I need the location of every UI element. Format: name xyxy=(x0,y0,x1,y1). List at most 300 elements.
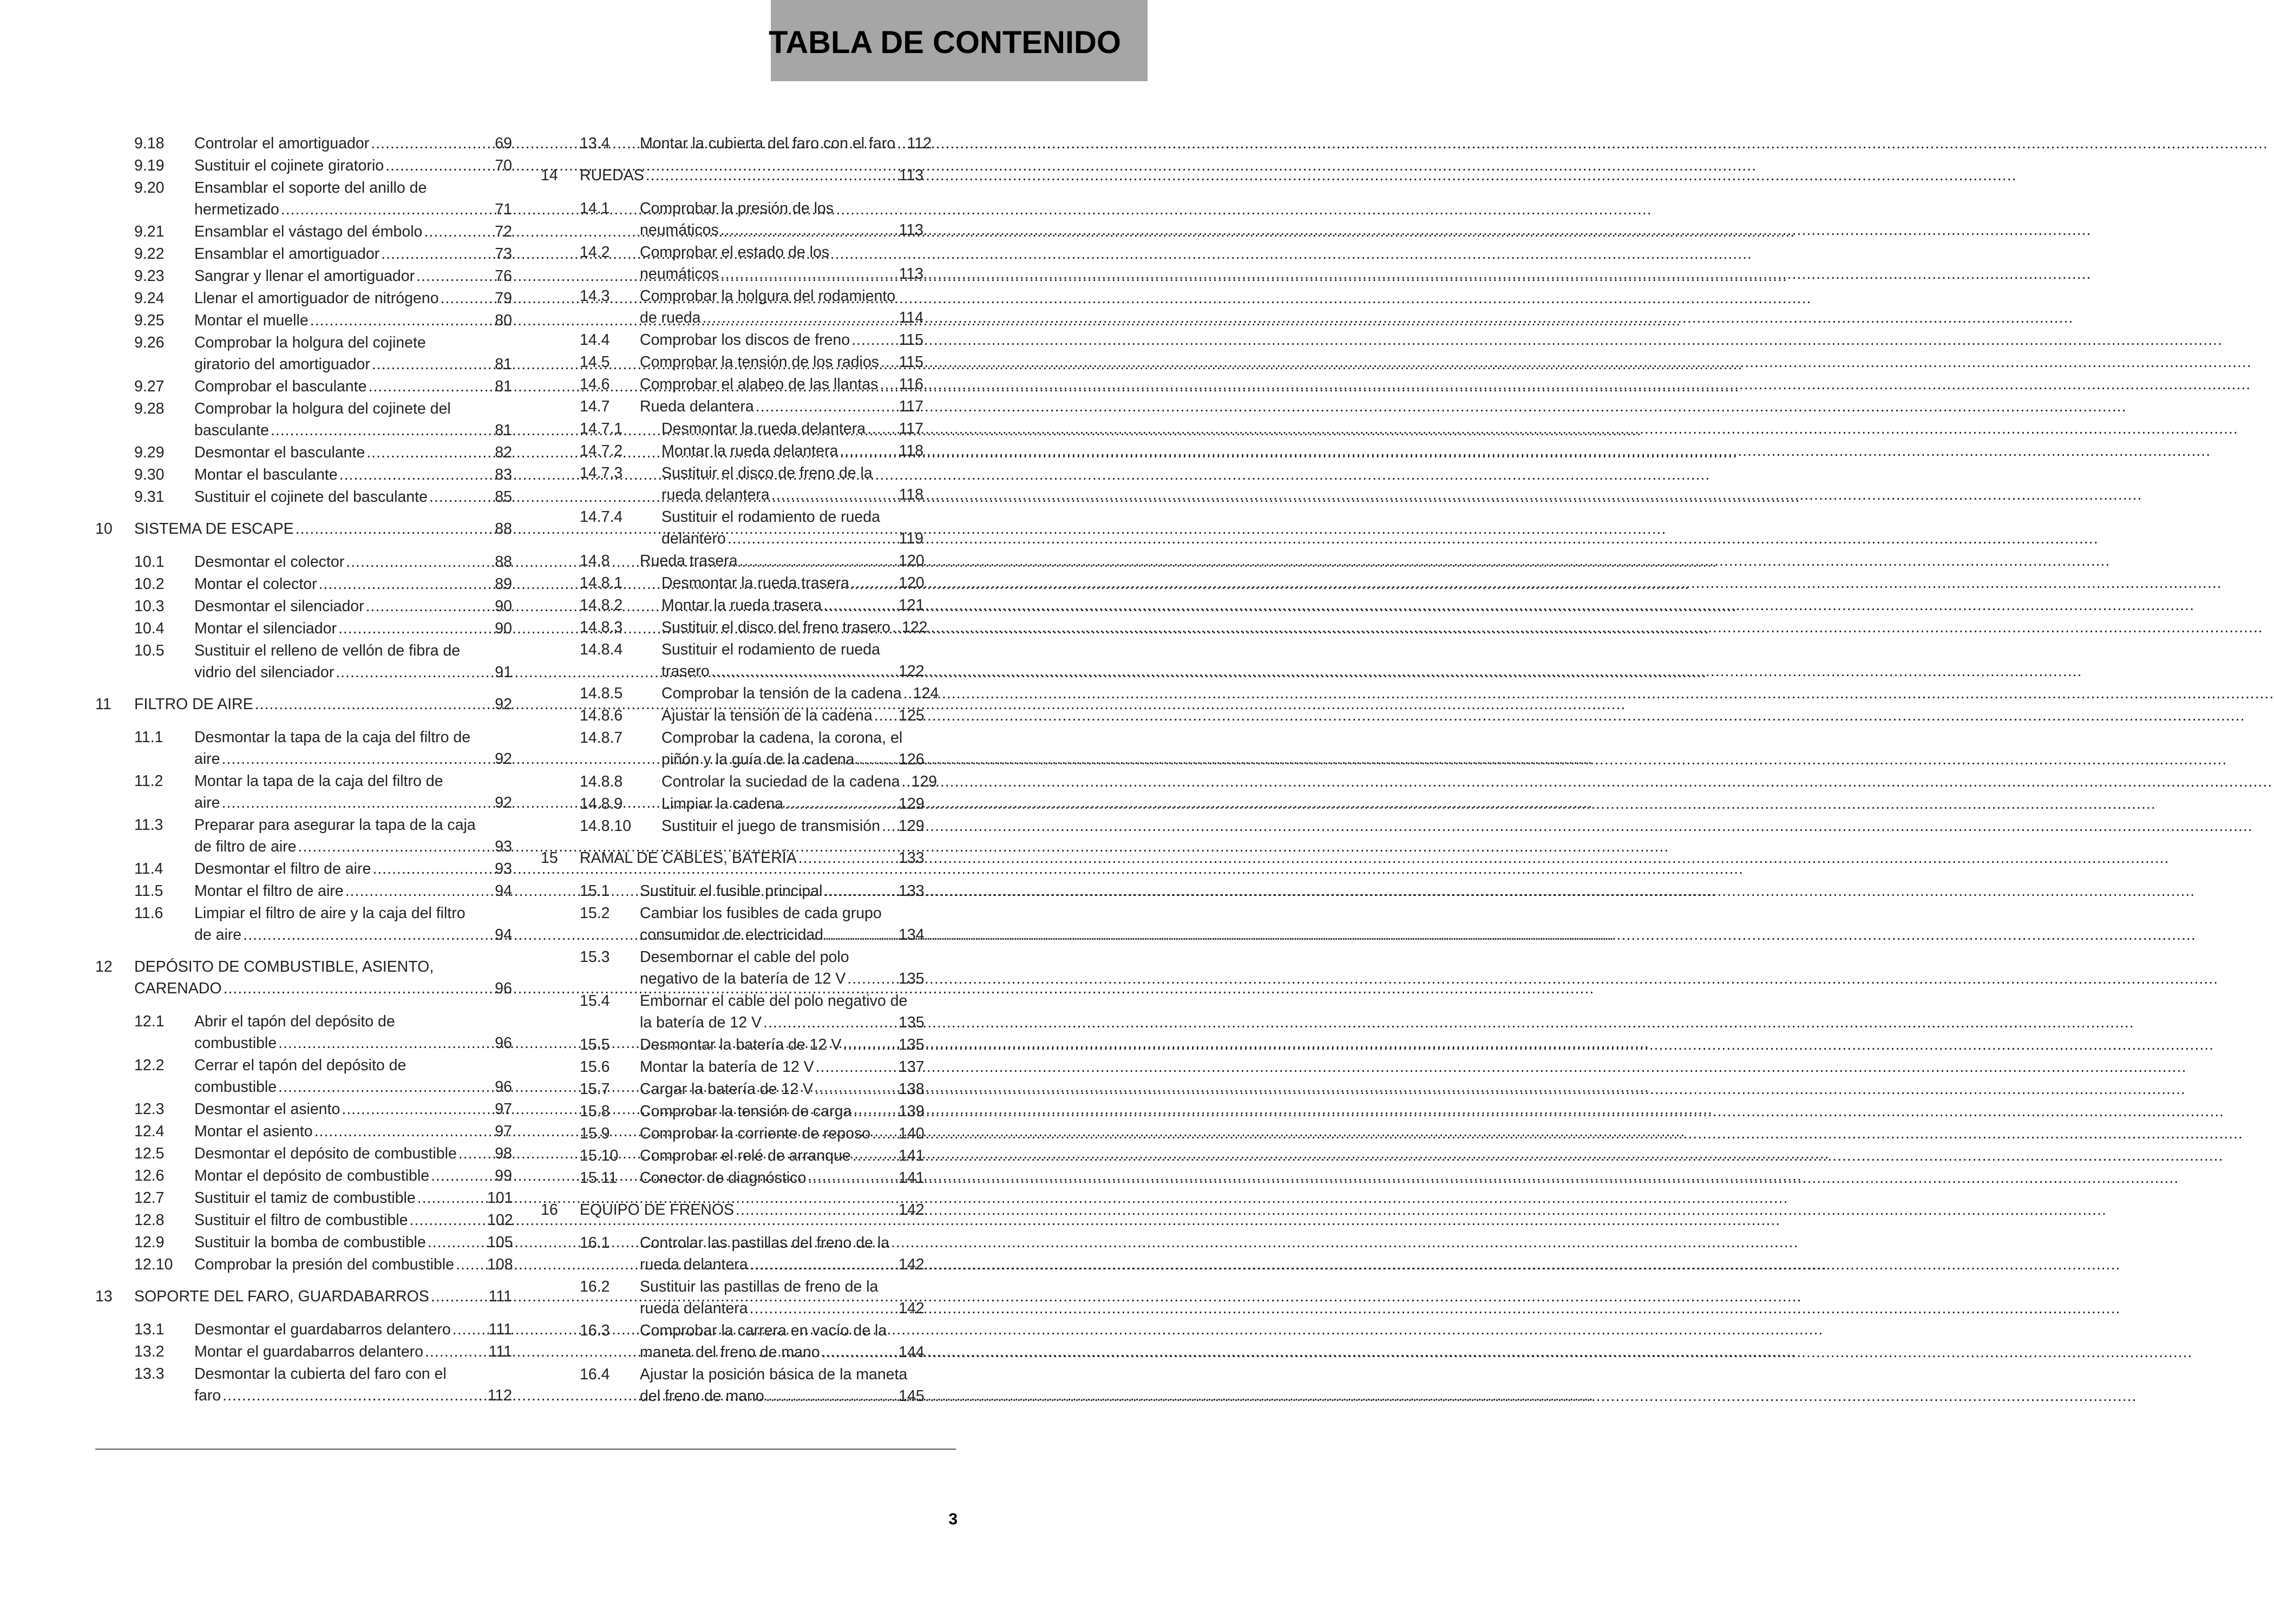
toc-entry-number: 14.8.1 xyxy=(580,574,623,592)
toc-page-number: 96 xyxy=(495,1034,512,1052)
toc-page-number: 115 xyxy=(899,331,923,349)
toc-entry[interactable] xyxy=(95,265,512,287)
dot-leader xyxy=(808,1167,896,1189)
toc-entry[interactable] xyxy=(541,1078,923,1100)
toc-entry-number: 12.4 xyxy=(134,1123,165,1140)
dot-leader xyxy=(409,1209,485,1231)
dot-leader xyxy=(372,353,485,375)
toc-entry-title: vidrio del silenciador xyxy=(194,664,335,681)
toc-entry-title: Cambiar los fusibles de cada grupo xyxy=(640,905,882,922)
toc-entry-title: Limpiar la cadena xyxy=(661,795,783,813)
toc-entry-title: basculante xyxy=(194,422,269,439)
toc-entry[interactable] xyxy=(541,705,923,726)
toc-entry[interactable] xyxy=(541,594,923,616)
toc-entry-number: 11.1 xyxy=(134,729,163,746)
toc-page-number: 129 xyxy=(899,817,925,835)
toc-page-number: 105 xyxy=(487,1234,513,1251)
toc-entry[interactable] xyxy=(541,880,923,902)
toc-chapter[interactable] xyxy=(541,165,923,186)
dot-leader xyxy=(798,847,896,869)
dot-leader xyxy=(843,1034,896,1056)
dot-leader xyxy=(766,1385,896,1407)
toc-entry-title: de rueda xyxy=(640,309,701,326)
toc-entry-number: 9.31 xyxy=(134,488,165,506)
toc-entry[interactable] xyxy=(95,332,512,375)
toc-entry-title: SOPORTE DEL FARO, GUARDABARROS xyxy=(134,1288,429,1305)
toc-entry[interactable] xyxy=(541,1320,923,1363)
toc-page-number: 141 xyxy=(899,1147,925,1164)
toc-entry-number: 15.1 xyxy=(580,882,610,900)
toc-entry-number: 15.5 xyxy=(580,1036,610,1053)
toc-entry-number: 13.4 xyxy=(580,135,610,152)
toc-page-number: 83 xyxy=(495,466,512,483)
toc-entry-title: Comprobar el alabeo de las llantas xyxy=(640,376,879,393)
toc-entry-number: 16.1 xyxy=(580,1234,610,1252)
toc-page-number: 93 xyxy=(495,860,512,878)
dot-leader xyxy=(456,1254,485,1275)
dot-leader xyxy=(750,1298,896,1319)
toc-entry-title: Controlar las pastillas del freno de la xyxy=(640,1234,889,1252)
toc-entry[interactable] xyxy=(95,770,512,814)
toc-entry-title: Montar el filtro de aire xyxy=(194,882,344,900)
dot-leader xyxy=(867,418,896,440)
toc-chapter[interactable] xyxy=(541,847,923,869)
toc-entry-number: 16 xyxy=(541,1201,558,1219)
toc-entry-number: 9.23 xyxy=(134,267,165,285)
dot-leader xyxy=(342,1098,485,1120)
toc-entry-title: Desmontar la rueda trasera xyxy=(661,574,849,592)
toc-entry-number: 14.8.2 xyxy=(580,597,623,614)
dot-leader xyxy=(823,594,896,616)
toc-entry[interactable] xyxy=(95,726,512,770)
toc-page-number: 137 xyxy=(899,1058,925,1076)
toc-page-number: 139 xyxy=(899,1103,925,1120)
dot-leader xyxy=(429,486,485,508)
toc-entry-title: Preparar para asegurar la tapa de la caja xyxy=(194,816,476,834)
dot-leader xyxy=(720,219,896,241)
toc-page-number: 89 xyxy=(495,575,512,593)
toc-entry-title: Ensamblar el amortiguador xyxy=(194,245,380,263)
dot-leader xyxy=(371,133,485,154)
toc-entry[interactable] xyxy=(541,418,923,440)
toc-entry[interactable] xyxy=(95,133,512,154)
toc-entry-title: Comprobar el estado de los xyxy=(640,244,830,261)
dot-leader xyxy=(222,792,485,814)
toc-entry-number: 14.8.3 xyxy=(580,619,623,636)
dot-leader xyxy=(892,617,900,638)
toc-entry-number: 14.6 xyxy=(580,376,610,393)
toc-entry-number: 12.2 xyxy=(134,1057,165,1074)
toc-entry[interactable] xyxy=(541,440,923,462)
toc-page-number: 134 xyxy=(899,926,925,944)
toc-entry-number: 9.30 xyxy=(134,466,165,483)
toc-entry[interactable] xyxy=(95,1098,512,1120)
toc-entry[interactable] xyxy=(541,396,923,417)
toc-entry[interactable] xyxy=(541,1364,923,1407)
dot-leader xyxy=(880,374,896,395)
toc-entry-title: Desmontar el filtro de aire xyxy=(194,860,371,878)
toc-entry[interactable] xyxy=(541,1167,923,1189)
dot-leader xyxy=(458,1143,485,1164)
toc-entry-title: Desmontar el basculante xyxy=(194,444,365,461)
toc-entry[interactable] xyxy=(541,815,923,837)
toc-page-number: 133 xyxy=(899,882,925,900)
toc-page-number: 126 xyxy=(899,751,925,768)
toc-entry[interactable] xyxy=(541,1056,923,1078)
dot-leader xyxy=(756,396,896,417)
toc-entry-title: aire xyxy=(194,750,220,768)
toc-entry[interactable] xyxy=(95,177,512,220)
toc-entry[interactable] xyxy=(541,374,923,395)
dot-leader xyxy=(874,705,896,726)
toc-page-number: 81 xyxy=(495,356,512,373)
toc-entry[interactable] xyxy=(95,1121,512,1142)
toc-entry-title: Montar la rueda trasera xyxy=(661,597,822,614)
toc-entry-title: Comprobar los discos de freno xyxy=(640,331,850,349)
toc-entry[interactable] xyxy=(95,1011,512,1054)
toc-entry-number: 12.1 xyxy=(134,1013,165,1030)
toc-entry[interactable] xyxy=(541,1034,923,1056)
toc-entry[interactable] xyxy=(541,990,923,1033)
toc-page-number: 70 xyxy=(495,157,512,174)
toc-entry[interactable] xyxy=(95,1254,512,1275)
toc-entry-title: Desmontar el depósito de combustible xyxy=(194,1145,457,1162)
toc-entry-title: Desmontar la batería de 12 V xyxy=(640,1036,842,1053)
toc-entry[interactable] xyxy=(95,442,512,463)
toc-entry-number: 12.3 xyxy=(134,1101,165,1118)
toc-entry[interactable] xyxy=(95,221,512,243)
toc-entry-title: Desmontar el colector xyxy=(194,553,345,571)
toc-entry-title: Comprobar el basculante xyxy=(194,378,367,395)
toc-entry-title: Sustituir la bomba de combustible xyxy=(194,1234,426,1251)
toc-entry[interactable] xyxy=(95,1209,512,1231)
toc-entry-title: Comprobar la tensión de los radios xyxy=(640,353,879,371)
toc-entry-title: Sustituir el cojinete giratorio xyxy=(194,157,384,174)
dot-leader xyxy=(222,1385,485,1406)
dot-leader xyxy=(428,1232,485,1253)
toc-page-number: 111 xyxy=(488,1288,512,1305)
toc-entry-title: Embornar el cable del polo negativo de xyxy=(640,992,908,1010)
dot-leader xyxy=(763,1012,896,1033)
toc-page-number: 97 xyxy=(495,1123,512,1140)
toc-entry-title: neumáticos xyxy=(640,265,719,283)
dot-leader xyxy=(720,263,896,285)
toc-entry[interactable] xyxy=(95,1187,512,1209)
toc-entry[interactable] xyxy=(95,486,512,508)
toc-entry[interactable] xyxy=(541,793,923,815)
toc-entry-title: de aire xyxy=(194,926,242,944)
toc-entry-title: Montar el colector xyxy=(194,575,317,593)
toc-entry[interactable] xyxy=(541,902,923,946)
dot-leader xyxy=(368,376,485,397)
dot-leader xyxy=(901,771,909,793)
toc-entry-number: 9.24 xyxy=(134,290,165,307)
toc-entry-number: 9.26 xyxy=(134,334,165,351)
toc-entry[interactable] xyxy=(95,814,512,857)
toc-entry-title: Desmontar la tapa de la caja del filtro de xyxy=(194,729,471,746)
dot-leader xyxy=(224,978,485,999)
toc-page-number: 92 xyxy=(495,794,512,811)
toc-column-left xyxy=(95,133,512,1407)
toc-entry-number: 12.10 xyxy=(134,1256,173,1273)
toc-page-number: 117 xyxy=(899,420,923,437)
dot-leader xyxy=(847,968,896,990)
toc-page-number: 113 xyxy=(899,167,923,184)
dot-leader xyxy=(424,221,485,243)
toc-entry[interactable] xyxy=(541,506,923,549)
toc-page-number: 121 xyxy=(899,597,925,614)
toc-entry-title: Sustituir el relleno de vellón de fibra de xyxy=(194,642,461,659)
dot-leader xyxy=(222,748,485,770)
toc-page-number: 116 xyxy=(899,376,923,393)
toc-entry-number: 14.4 xyxy=(580,331,610,349)
toc-page-number: 114 xyxy=(899,309,923,326)
toc-entry-title: aire xyxy=(194,794,220,811)
dot-leader xyxy=(346,551,485,573)
toc-entry-title: Montar el asiento xyxy=(194,1123,313,1140)
toc-entry-number: 12.7 xyxy=(134,1189,165,1207)
toc-entry-title: Desmontar la rueda delantera xyxy=(661,420,866,437)
toc-chapter[interactable] xyxy=(95,693,512,715)
toc-entry-title: rueda delantera xyxy=(661,486,770,503)
dot-leader xyxy=(815,1078,896,1100)
toc-chapter[interactable] xyxy=(95,956,512,999)
toc-entry-title: SISTEMA DE ESCAPE xyxy=(134,520,294,538)
dot-leader xyxy=(851,329,896,351)
toc-entry-number: 14.7.3 xyxy=(580,464,623,482)
toc-entry[interactable] xyxy=(95,1055,512,1098)
toc-entry-title: Sustituir el filtro de combustible xyxy=(194,1212,408,1229)
page-number: 3 xyxy=(948,1510,958,1528)
toc-entry-title: RAMAL DE CABLES, BATERÍA xyxy=(580,849,797,867)
toc-entry-number: 11.6 xyxy=(134,905,163,922)
toc-entry-title: Conector de diagnóstico xyxy=(640,1169,807,1187)
toc-entry-title: Comprobar la holgura del rodamiento xyxy=(640,287,896,305)
toc-entry[interactable] xyxy=(95,243,512,265)
toc-page-number: 119 xyxy=(899,530,923,547)
toc-entry-number: 11.4 xyxy=(134,860,163,878)
toc-entry[interactable] xyxy=(541,1123,923,1144)
toc-entry[interactable] xyxy=(95,573,512,595)
toc-entry[interactable] xyxy=(95,287,512,309)
toc-page-number: 101 xyxy=(487,1189,513,1207)
toc-entry[interactable] xyxy=(541,241,923,285)
toc-entry-title: negativo de la batería de 12 V xyxy=(640,970,846,987)
dot-leader xyxy=(872,1123,896,1144)
toc-entry-title: Sustituir el tamiz de combustible xyxy=(194,1189,416,1207)
toc-entry[interactable] xyxy=(95,398,512,441)
toc-entry-number: 10.3 xyxy=(134,598,165,615)
toc-entry-title: Ensamblar el soporte del anillo de xyxy=(194,179,427,197)
toc-entry-title: Comprobar la tensión de la cadena xyxy=(661,685,902,702)
toc-entry-title: faro xyxy=(194,1387,221,1404)
toc-entry[interactable] xyxy=(541,1101,923,1122)
toc-entry[interactable] xyxy=(541,133,932,154)
toc-entry-number: 14.2 xyxy=(580,244,610,261)
toc-entry[interactable] xyxy=(541,351,923,373)
toc-entry-title: Sustituir las pastillas de freno de la xyxy=(640,1278,879,1295)
toc-page-number: 93 xyxy=(495,838,512,855)
toc-entry-title: Montar el muelle xyxy=(194,312,309,329)
toc-entry[interactable] xyxy=(95,858,512,880)
toc-entry[interactable] xyxy=(541,462,923,506)
toc-entry[interactable] xyxy=(95,464,512,486)
toc-page-number: 140 xyxy=(899,1125,925,1142)
toc-entry-title: Comprobar la cadena, la corona, el xyxy=(661,729,903,746)
toc-entry-title: trasero xyxy=(661,663,710,680)
dot-leader xyxy=(736,1199,896,1221)
toc-page-number: 112 xyxy=(907,135,932,152)
toc-entry-number: 15.3 xyxy=(580,948,610,966)
toc-entry[interactable] xyxy=(95,1143,512,1164)
toc-entry[interactable] xyxy=(541,639,923,682)
toc-page-number: 120 xyxy=(899,574,925,592)
toc-entry[interactable] xyxy=(95,640,512,683)
toc-entry-number: 9.21 xyxy=(134,223,165,240)
toc-entry-number: 14.7.4 xyxy=(580,508,623,526)
toc-entry-number: 11.2 xyxy=(134,772,163,790)
toc-entry[interactable] xyxy=(95,618,512,639)
toc-entry[interactable] xyxy=(541,1276,923,1319)
dot-leader xyxy=(425,1341,485,1363)
toc-entry[interactable] xyxy=(95,1319,512,1340)
toc-page-number: 113 xyxy=(899,221,923,239)
toc-entry[interactable] xyxy=(95,1232,512,1253)
toc-entry[interactable] xyxy=(95,595,512,617)
toc-entry-number: 15.10 xyxy=(580,1147,619,1164)
toc-entry-title: Desmontar la cubierta del faro con el xyxy=(194,1365,447,1383)
toc-entry-number: 14.8.5 xyxy=(580,685,623,702)
toc-entry[interactable] xyxy=(541,198,923,241)
toc-page-number: 82 xyxy=(495,444,512,461)
toc-entry-title: Montar el guardabarros delantero xyxy=(194,1343,424,1360)
toc-entry-number: 16.3 xyxy=(580,1322,610,1339)
toc-entry-title: Limpiar el filtro de aire y la caja del filtro xyxy=(194,905,466,922)
toc-entry[interactable] xyxy=(541,1232,923,1275)
toc-entry-title: Desmontar el guardabarros delantero xyxy=(194,1321,451,1338)
toc-page-number: 79 xyxy=(495,290,512,307)
toc-entry[interactable] xyxy=(95,902,512,946)
toc-chapter[interactable] xyxy=(541,1199,923,1221)
toc-entry-title: piñón y la guía de la cadena xyxy=(661,751,855,768)
toc-entry-title: giratorio del amortiguador xyxy=(194,356,370,373)
dot-leader xyxy=(903,683,911,704)
toc-entry-title: combustible xyxy=(194,1078,277,1096)
toc-page-number: 142 xyxy=(899,1256,925,1273)
toc-entry-number: 9.27 xyxy=(134,378,165,395)
toc-entry[interactable] xyxy=(541,572,923,594)
toc-entry-title: Sustituir el rodamiento de rueda xyxy=(661,508,880,526)
toc-entry-number: 9.28 xyxy=(134,400,165,417)
toc-entry[interactable] xyxy=(95,376,512,397)
toc-entry-title: Montar la rueda delantera xyxy=(661,442,838,460)
toc-entry-title: RUEDAS xyxy=(580,167,644,184)
toc-entry[interactable] xyxy=(541,727,923,770)
toc-entry-number: 14.7.1 xyxy=(580,420,623,437)
toc-entry-number: 9.19 xyxy=(134,157,165,174)
toc-entry[interactable] xyxy=(541,771,938,793)
toc-entry-title: Ensamblar el vástago del émbolo xyxy=(194,223,423,240)
toc-entry-title: Montar la cubierta del faro con el faro xyxy=(640,135,896,152)
toc-page-number: 92 xyxy=(495,750,512,768)
toc-entry[interactable] xyxy=(95,551,512,573)
toc-entry[interactable] xyxy=(95,1165,512,1187)
toc-entry-title: FILTRO DE AIRE xyxy=(134,696,253,713)
toc-entry-title: rueda delantera xyxy=(640,1256,748,1273)
dot-leader xyxy=(897,133,905,154)
toc-entry-title: Comprobar la presión del combustible xyxy=(194,1256,454,1273)
toc-entry-title: maneta del freno de mano xyxy=(640,1344,820,1361)
toc-page-number: 97 xyxy=(495,1101,512,1118)
toc-entry-title: delantero xyxy=(661,530,726,547)
toc-page-number: 80 xyxy=(495,312,512,329)
toc-entry-number: 14.8.10 xyxy=(580,817,632,835)
toc-page-number: 81 xyxy=(495,422,512,439)
dot-leader xyxy=(417,1187,485,1209)
toc-entry-title: Cargar la batería de 12 V xyxy=(640,1081,814,1098)
toc-entry-number: 16.2 xyxy=(580,1278,610,1295)
toc-chapter[interactable] xyxy=(95,1286,512,1307)
toc-page-number: 112 xyxy=(487,1387,512,1404)
toc-entry-title: EQUIPO DE FRENOS xyxy=(580,1201,735,1219)
dot-leader xyxy=(296,518,485,540)
toc-entry[interactable] xyxy=(95,310,512,331)
toc-page-number: 111 xyxy=(488,1321,512,1338)
toc-page-number: 135 xyxy=(899,1014,925,1031)
toc-entry-number: 13.3 xyxy=(134,1365,165,1383)
toc-page-number: 98 xyxy=(495,1145,512,1162)
toc-chapter[interactable] xyxy=(95,518,512,540)
toc-entry[interactable] xyxy=(541,617,928,638)
toc-entry-number: 14 xyxy=(541,167,558,184)
dot-leader xyxy=(882,815,896,837)
toc-page-number: 96 xyxy=(495,1078,512,1096)
toc-entry-number: 16.4 xyxy=(580,1366,610,1383)
toc-entry-number: 9.22 xyxy=(134,245,165,263)
toc-entry-title: Rueda delantera xyxy=(640,398,754,415)
toc-page-number: 122 xyxy=(899,663,925,680)
dot-leader xyxy=(310,310,485,331)
toc-entry[interactable] xyxy=(541,683,939,704)
toc-entry[interactable] xyxy=(95,1341,512,1363)
toc-entry-number: 14.8.7 xyxy=(580,729,623,746)
dot-leader xyxy=(853,1145,896,1167)
dot-leader xyxy=(298,836,485,857)
toc-entry-title: Cerrar el tapón del depósito de xyxy=(194,1057,407,1074)
toc-entry[interactable] xyxy=(541,285,923,329)
dot-leader xyxy=(646,165,896,186)
toc-entry-number: 14.8.6 xyxy=(580,707,623,724)
toc-entry[interactable] xyxy=(95,155,512,176)
toc-page-number: 90 xyxy=(495,620,512,637)
dot-leader xyxy=(825,924,896,946)
toc-entry-title: Comprobar la corriente de reposo xyxy=(640,1125,871,1142)
toc-page-number: 133 xyxy=(899,849,925,867)
toc-entry[interactable] xyxy=(541,946,923,990)
toc-entry[interactable] xyxy=(541,550,923,572)
toc-entry[interactable] xyxy=(95,880,512,902)
dot-leader xyxy=(728,528,896,549)
dot-leader xyxy=(243,924,485,946)
toc-entry-title: del freno de mano xyxy=(640,1387,764,1405)
toc-entry-title: CARENADO xyxy=(134,980,222,997)
toc-entry[interactable] xyxy=(541,329,923,351)
dot-leader xyxy=(345,880,485,902)
toc-entry-title: Comprobar la holgura del cojinete xyxy=(194,334,426,351)
toc-page-number: 94 xyxy=(495,882,512,900)
toc-entry[interactable] xyxy=(541,1145,923,1167)
toc-entry[interactable] xyxy=(95,1363,512,1406)
